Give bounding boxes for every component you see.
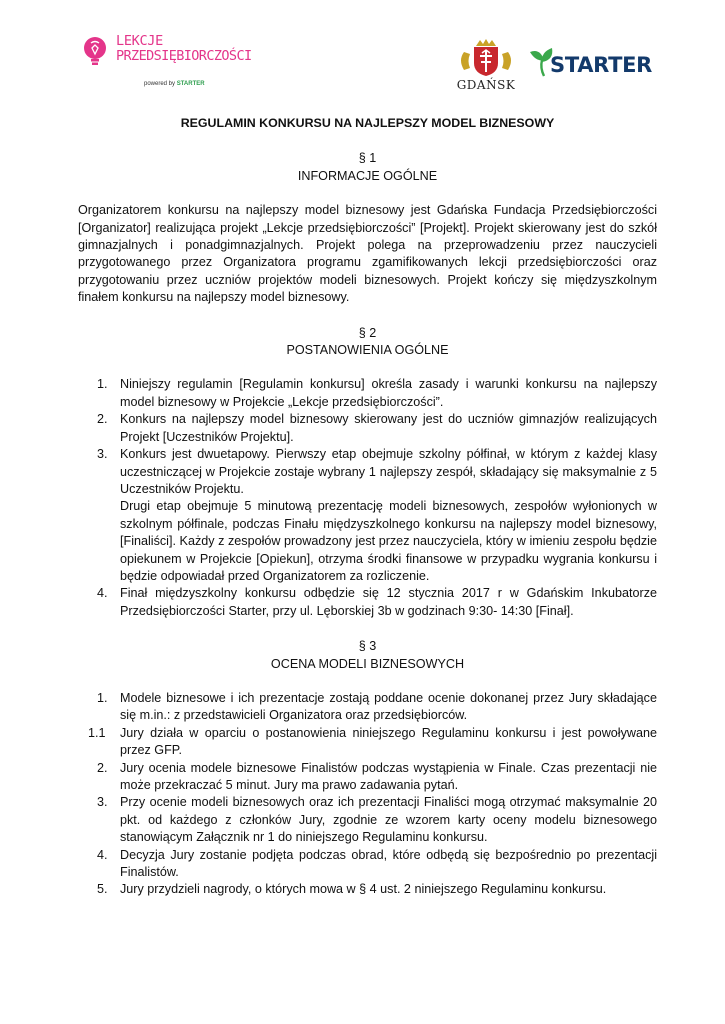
lekcje-przedsiebiorczosci-logo	[82, 33, 252, 90]
list-item	[78, 690, 657, 725]
list-number: 4.	[97, 847, 108, 862]
list-text: Konkurs jest dwuetapowy. Pierwszy etap obejmuje szkolny półfinał, w którym z każdej klasy uczestniczącej w Projekcie zostaje wybrany 1 najlepszy zespół, składający się maksymalnie z 5 Uczestników Projektu.	[120, 447, 657, 496]
gdansk-logo-text: GDAŃSK	[456, 78, 516, 92]
starter-logo	[528, 46, 653, 80]
list-item	[78, 585, 657, 620]
lekcje-logo-text	[116, 34, 252, 64]
section-3-list	[78, 690, 657, 899]
list-number: 1.	[97, 377, 108, 392]
list-text: Modele biznesowe i ich prezentacje zostają poddane ocenie dokonanej przez Jury składające się m.in.: z przedstawicieli Organizatora oraz przedsiębiorców.	[120, 690, 657, 723]
list-number: 3.	[97, 795, 108, 810]
lightbulb-icon	[82, 36, 108, 66]
list-item	[78, 760, 657, 795]
list-text: Decyzja Jury zostanie podjęta podczas obrad, które odbędą się bezpośrednio po prezentacji Finalistów.	[120, 847, 657, 880]
gdansk-crest-icon	[458, 38, 514, 78]
list-number: 5.	[97, 882, 108, 897]
powered-by-brand: STARTER	[176, 81, 205, 87]
list-text: Przy ocenie modeli biznesowych oraz ich prezentacji Finaliści mogą otrzymać maksymalnie 20 pkt. od każdego z członków Jury, zgodnie ze wzorem karty oceny modelu biznesowego stanowiącym Załącznik nr 1 do niniejszego Regulaminu konkursu.	[120, 795, 657, 845]
list-number: 2.	[97, 412, 108, 427]
regulation-document	[78, 112, 657, 899]
lekcje-logo-line1: LEKCJE	[116, 33, 163, 49]
section-2-heading: POSTANOWIENIA OGÓLNE	[286, 343, 449, 358]
list-item	[78, 446, 657, 585]
powered-by	[144, 81, 205, 87]
gdansk-logo	[453, 38, 519, 92]
list-text: Konkurs na najlepszy model biznesowy skierowany jest do uczniów gimnazjów realizujących Projekt [Uczestników Projektu].	[120, 412, 657, 444]
list-item	[78, 881, 657, 898]
list-text-continuation: Drugi etap obejmuje 5 minutową prezentację modeli biznesowych, zespołów wyłonionych w szkolnym półfinale, podczas Finału międzyszkolnego konkursu na najlepszy model biznesowy, [Finaliści]. Każdy z zespołów prowadzony jest przez nauczyciela, który w imieniu zespołu będzie opiekunem w Projekcie [Opiekun], otrzyma środki finansowe w przypadku wygrania konkursu i będzie odpowiadał przed Organizatorem za rozliczenie.	[120, 499, 657, 583]
list-text: Niniejszy regulamin [Regulamin konkursu] określa zasady i warunki konkursu na najlepszy model biznesowy w Projekcie „Lekcje przedsiębiorczości”.	[120, 377, 657, 409]
list-item	[78, 794, 657, 846]
list-text: Jury działa w oparciu o postanowienia niniejszego Regulaminu konkursu i jest powoływane przez GFP.	[120, 725, 657, 758]
page-header	[0, 0, 725, 105]
powered-by-label: powered by	[144, 81, 176, 87]
list-text: Jury ocenia modele biznesowe Finalistów podczas wystąpienia w Finale. Czas prezentacji nie może przekraczać 5 minut. Jury ma prawo zadawania pytań.	[120, 760, 657, 792]
list-item	[78, 847, 657, 882]
list-text: Jury przydzieli nagrody, o których mowa w § 4 ust. 2 niniejszego Regulaminu konkursu.	[120, 882, 607, 897]
section-2-mark: § 2	[358, 325, 377, 340]
list-number: 1.	[97, 690, 108, 705]
section-3-heading: OCENA MODELI BIZNESOWYCH	[270, 656, 465, 671]
section-3-mark: § 3	[358, 639, 377, 654]
list-number: 2.	[97, 760, 108, 775]
section-1-text: Organizatorem konkursu na najlepszy model biznesowy jest Gdańska Fundacja Przedsiębiorczości [Organizator] realizująca projekt „Lekcje przedsiębiorczości” [Projekt]. Projekt skierowany jest do szkół gimnazjalnych i ponadgimnazjalnych. Projekt polega na przeprowadzeniu przez nauczycieli przygotowanego przez Organizatora programu zgamifikowanych lekcji przedsiębiorczości oraz przygotowaniu przez uczniów projektów modeli biznesowych. Projekt kończy się międzyszkolnym finałem konkursu na najlepszy model biznesowy.	[78, 203, 657, 305]
list-number: 4.	[97, 586, 108, 601]
section-1-mark: § 1	[358, 151, 377, 166]
section-1-heading: INFORMACJE OGÓLNE	[297, 168, 438, 183]
starter-logo-text: STARTER	[550, 53, 653, 77]
list-item	[78, 411, 657, 446]
list-text: Finał międzyszkolny konkursu odbędzie się 12 stycznia 2017 r w Gdańskim Inkubatorze Przedsiębiorczości Starter, przy ul. Lęborskiej 3b w godzinach 9:30- 14:30 [Finał].	[120, 586, 657, 618]
list-item	[78, 725, 657, 760]
list-item	[78, 376, 657, 411]
document-title: REGULAMIN KONKURSU NA NAJLEPSZY MODEL BIZNESOWY	[180, 116, 555, 130]
list-number: 3.	[97, 447, 108, 462]
list-number: 1.1	[88, 725, 106, 740]
section-2-list	[78, 376, 657, 620]
lekcje-logo-line2: PRZEDSIĘBIORCZOŚCI	[116, 48, 252, 64]
